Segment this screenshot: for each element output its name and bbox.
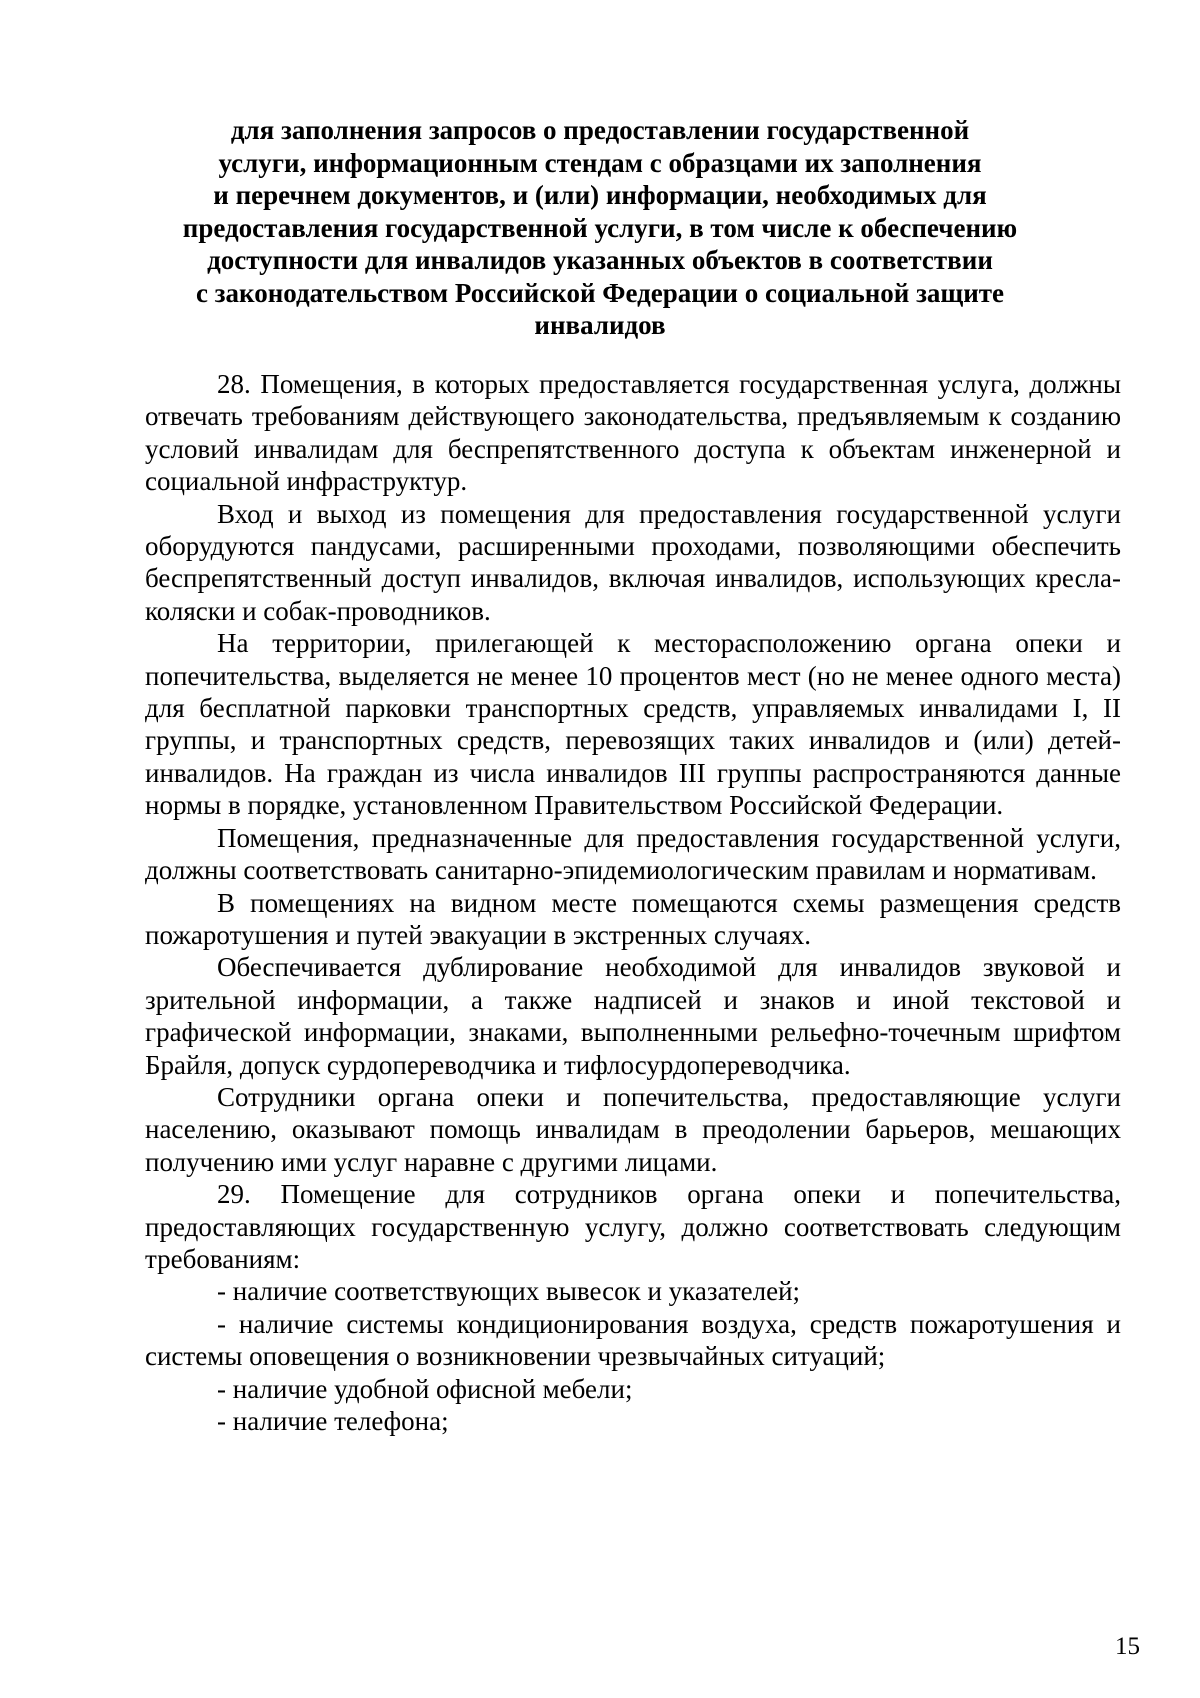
paragraph-entrance: Вход и выход из помещения для предоставления государственной услуги оборудуются пандусами, расширенными проходами, позволяющими обеспечить беспрепятственный доступ инвалидов, включая инвалидов, использующих кресла-коляски и собак-проводников. [145,498,1121,626]
list-item: - наличие соответствующих вывесок и указателей; [217,1276,801,1307]
list-item: - наличие телефона; [217,1406,449,1436]
heading-line: и перечнем документов, и (или) информации, необходимых для [213,180,987,210]
paragraph-parking: На территории, прилегающей к месторасположению органа опеки и попечительства, выделяется не менее 10 процентов мест (но не менее одного места) для бесплатной парковки транспортных средств, управляемых инвалидами I, II группы, и транспортных средств, перевозящих таких инвалидов и (или) детей-инвалидов. На граждан из числа инвалидов III группы распространяются данные нормы в порядке, установленном Правительством Российской Федерации. [145,628,1121,821]
paragraph-29: 29. Помещение для сотрудников органа опеки и попечительства, предоставляющих государственную услугу, должно соответствовать следующим требованиям: [145,1179,1121,1274]
heading-line: с законодательством Российской Федерации о социальной защите [195,277,1005,308]
list-item: - наличие системы кондиционирования воздуха, средств пожаротушения и системы оповещения о возникновении чрезвычайных ситуаций; [145,1308,1121,1372]
heading-line: доступности для инвалидов указанных объектов в соответствии [207,245,993,275]
heading-line: инвалидов [534,310,666,340]
heading-line: предоставления государственной услуги, в том числе к обеспечению [182,212,1018,243]
paragraph-28: 28. Помещения, в которых предоставляется государственная услуга, должны отвечать требованиям действующего законодательства, предъявляемым к созданию условий инвалидам для беспрепятственного доступа к объектам инженерной и социальной инфраструктур. [145,369,1121,497]
heading-line: для заполнения запросов о предоставлении государственной [230,115,970,145]
page-number: 15 [1115,1633,1140,1660]
paragraph-evacuation: В помещениях на видном месте помещаются схемы размещения средств пожаротушения и путей эвакуации в экстренных случаях. [145,887,1121,950]
heading-line: услуги, информационным стендам с образцами их заполнения [218,147,982,178]
paragraph-staff-assistance: Сотрудники органа опеки и попечительства, предоставляющие услуги населению, оказывают помощь инвалидам в преодолении барьеров, мешающих получению ими услуг наравне с другими лицами. [145,1081,1121,1177]
document-body [145,368,1121,1437]
paragraph-sanitary: Помещения, предназначенные для предоставления государственной услуги, должны соответствовать санитарно-эпидемиологическим правилам и нормативам. [145,822,1121,886]
list-item: - наличие удобной офисной мебели; [217,1373,633,1404]
paragraph-duplication: Обеспечивается дублирование необходимой для инвалидов звуковой и зрительной информации, а также надписей и знаков и иной текстовой и графической информации, знаками, выполненными рельефно-точечным шрифтом Брайля, допуск сурдопереводчика и тифлосурдопереводчика. [145,952,1121,1080]
section-heading [130,114,1070,342]
